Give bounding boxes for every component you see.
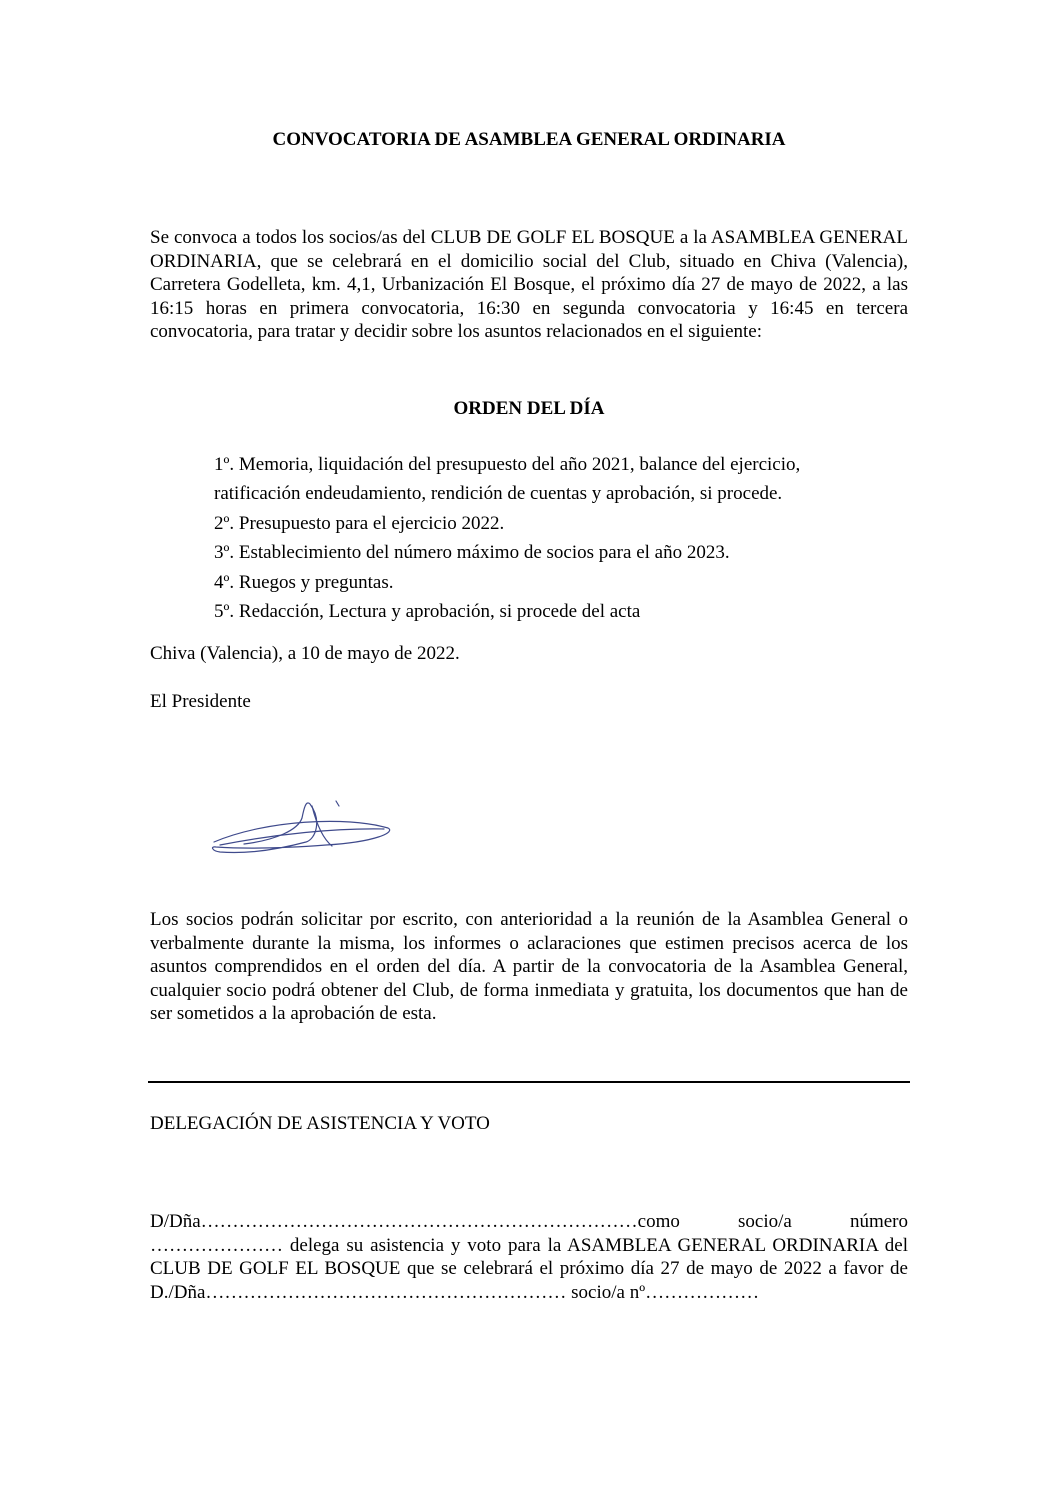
agenda-item: ratificación endeudamiento, rendición de cuentas y aprobación, si procede. xyxy=(214,483,783,505)
intro-paragraph: Se convoca a todos los socios/as del CLUB DE GOLF EL BOSQUE a la ASAMBLEA GENERAL ORDINARIA, que se celebrará en el domicilio social del Club, situado en Chiva (Valencia), Carretera Godelleta, km. 4,1, Urbanización El Bosque, el próximo día 27 de mayo de 2022, a las 16:15 horas en primera convocatoria, 16:30 en segunda convocatoria y 16:45 en tercera convocatoria, para tratar y decidir sobre los asuntos relacionados en el siguiente: xyxy=(150,227,908,343)
handwritten-signature-icon xyxy=(206,798,396,862)
agenda-item: 4º. Ruegos y preguntas. xyxy=(214,571,394,593)
delegation-form-text: D/Dña……………………………………………………………como socio/a número ………………… delega su asistencia y voto para la ASAMBLEA GENERAL ORDINARIA del CLUB DE GOLF EL BOSQUE que se celebrará el próximo día 27 de mayo de 2022 a favor de D./Dña………………………………………………… socio/a nº……………… xyxy=(150,1211,908,1303)
agenda-item: 2º. Presupuesto para el ejercicio 2022. xyxy=(214,512,505,534)
document-title: CONVOCATORIA DE ASAMBLEA GENERAL ORDINARIA xyxy=(272,129,786,150)
agenda-item: 3º. Establecimiento del número máximo de socios para el año 2023. xyxy=(214,542,730,564)
agenda-item: 1º. Memoria, liquidación del presupuesto del año 2021, balance del ejercicio, xyxy=(214,454,801,475)
info-paragraph: Los socios podrán solicitar por escrito, con anterioridad a la reunión de la Asamblea General o verbalmente durante la misma, los informes o aclaraciones que estimen precisos acerca de los asuntos comprendidos en el orden del día. A partir de la convocatoria de la Asamblea General, cualquier socio podrá obtener del Club, de forma inmediata y gratuita, los documentos que han de ser sometidos a la aprobación de esta. xyxy=(150,909,908,1025)
agenda-item: 5º. Redacción, Lectura y aprobación, si procede del acta xyxy=(214,601,641,623)
delegation-title: DELEGACIÓN DE ASISTENCIA Y VOTO xyxy=(150,1113,490,1134)
agenda-title: ORDEN DEL DÍA xyxy=(453,398,605,419)
section-divider xyxy=(148,1081,910,1083)
signer-label: El Presidente xyxy=(150,691,251,712)
place-date: Chiva (Valencia), a 10 de mayo de 2022. xyxy=(150,643,460,664)
agenda-list xyxy=(214,450,934,626)
